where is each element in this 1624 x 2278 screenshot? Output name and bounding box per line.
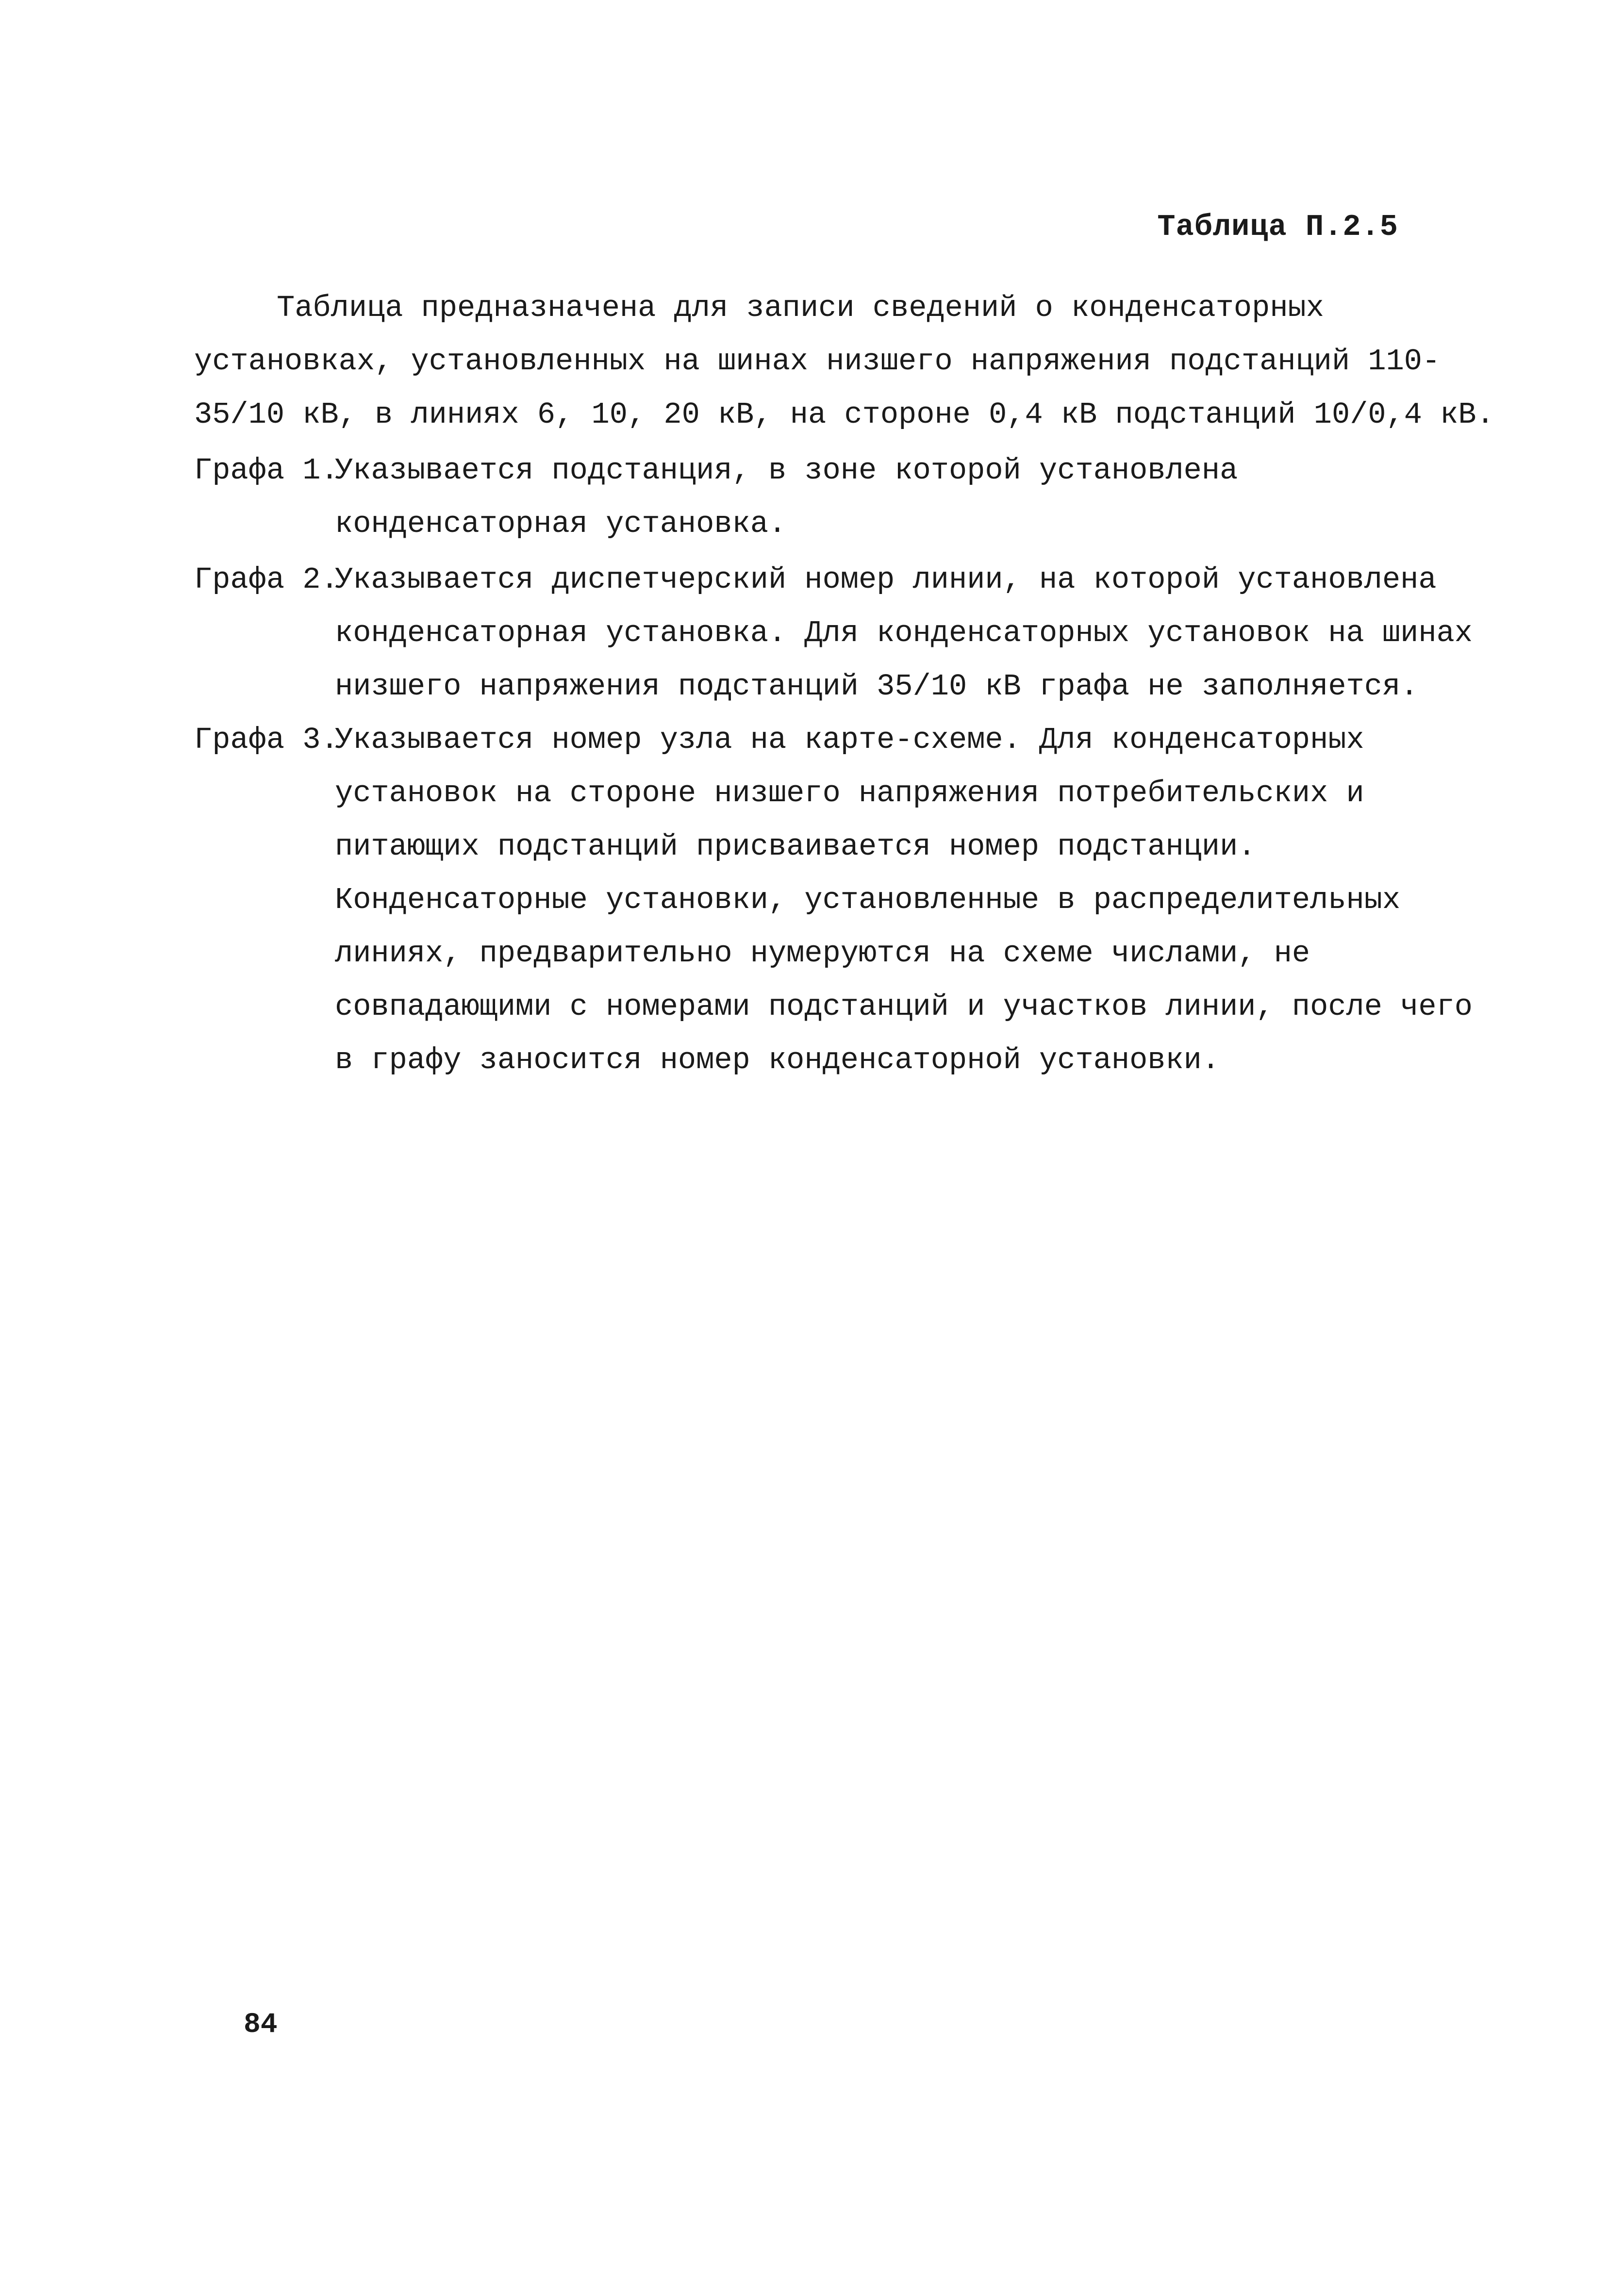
graph-1-label: Графа 1.	[194, 453, 339, 488]
graph-2-item	[194, 553, 1505, 713]
graph-3-item	[194, 713, 1505, 1087]
graph-2-label: Графа 2.	[194, 562, 339, 597]
graph-1-text: Указывается подстанция, в зоне которой установлена конденсаторная установка.	[335, 453, 1238, 541]
graph-1-item	[194, 444, 1505, 551]
graph-3-label: Графа 3.	[194, 723, 339, 757]
page-number: 84	[244, 2009, 278, 2041]
intro-paragraph	[194, 281, 1505, 442]
graph-3-text: Указывается номер узла на карте-схеме. Для конденсаторных установок на стороне низшего напряжения потребительских и питающих подстанций присваивается номер подстанции. Конденсаторные установки, установленные в распределительных линиях, предварительно нумеруются на схеме числами, не совпадающими с номерами подстанций и участков линии, после чего в графу заносится номер конденсаторной установки.	[335, 723, 1473, 1077]
intro-text: Таблица предназначена для записи сведений о конденсаторных установках, установленных на шинах низшего напряжения подстанций 110-35/10 кВ, в линиях 6, 10, 20 кВ, на стороне 0,4 кВ подстанций 10/0,4 кВ.	[194, 291, 1494, 432]
table-reference: Таблица П.2.5	[1157, 210, 1398, 244]
graph-2-text: Указывается диспетчерский номер линии, на которой установлена конденсаторная установка. Для конденсаторных установок на шинах низшего напряжения подстанций 35/10 кВ графа не заполняется.	[335, 562, 1473, 704]
